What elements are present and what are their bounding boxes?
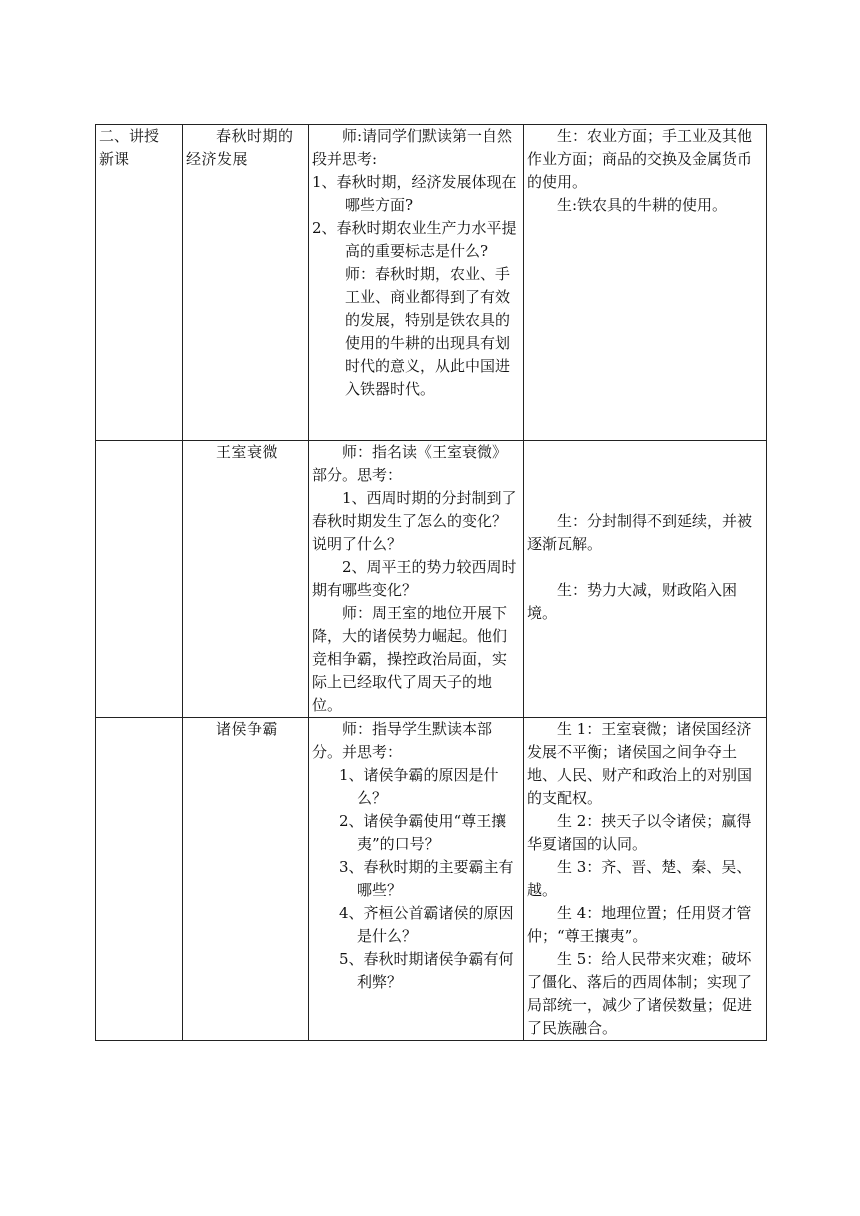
student-answer: 生 2：挟天子以令诸侯；赢得华夏诸国的认同。 — [527, 812, 752, 853]
table-row — [96, 718, 767, 1041]
student-cell — [524, 125, 767, 441]
student-answer: 生：农业方面；手工业及其他作业方面；商品的交换及金属货币的使用。 — [527, 127, 753, 191]
student-answer: 生 5：给人民带来灾难；破坏了僵化、落后的西周体制；实现了局部统一，减少了诸侯数量；促进了民族融合。 — [527, 950, 753, 1037]
student-answer: 生 3：齐、晋、楚、秦、吴、越。 — [527, 858, 752, 899]
topic-label: 王室衰微 — [216, 443, 279, 461]
topic-cell — [183, 441, 309, 718]
teacher-question: 2、诸侯争霸使用“尊王攘夷”的口号？ — [339, 812, 507, 853]
topic-label: 春秋时期的经济发展 — [186, 127, 294, 168]
teacher-intro: 师：指名读《王室衰微》部分。思考： — [312, 443, 508, 484]
teacher-question: 2、周平王的势力较西周时期有哪些变化？ — [312, 558, 517, 599]
teacher-question: 3、春秋时期的主要霸主有哪些？ — [339, 858, 514, 899]
topic-label: 诸侯争霸 — [216, 720, 279, 738]
student-answer: 生:铁农具的牛耕的使用。 — [557, 196, 728, 214]
table-row — [96, 125, 767, 441]
student-answer: 生：势力大减，财政陷入困境。 — [527, 581, 738, 622]
topic-cell — [183, 718, 309, 1041]
teacher-cell — [309, 718, 524, 1041]
teacher-summary: 师：周王室的地位开展下降，大的诸侯势力崛起。他们竞相争霸，操控政治局面，实际上已经取代了周天子的地位。 — [312, 604, 508, 714]
student-cell — [524, 441, 767, 718]
teacher-cell — [309, 125, 524, 441]
stage-cell — [96, 718, 183, 1041]
teacher-summary: 师：春秋时期，农业、手工业、商业都得到了有效的发展，特别是铁农具的使用的牛耕的出现具有划时代的意义，从此中国进入铁器时代。 — [345, 265, 511, 398]
table-row — [96, 441, 767, 718]
teacher-intro: 师:请同学们默读第一自然段并思考: — [312, 127, 513, 168]
teacher-question: 4、齐桓公首霸诸侯的原因是什么？ — [339, 904, 514, 945]
teacher-cell — [309, 441, 524, 718]
student-answer: 生 4：地理位置；任用贤才管仲；“尊王攘夷”。 — [527, 904, 752, 945]
student-answer: 生：分封制得不到延续，并被逐渐瓦解。 — [527, 512, 753, 553]
teacher-question: 2、春秋时期农业生产力水平提高的重要标志是什么? — [312, 219, 517, 260]
topic-cell — [183, 125, 309, 441]
lesson-plan-table — [95, 124, 767, 1041]
teacher-question: 1、西周时期的分封制到了春秋时期发生了怎么的变化？说明了什么？ — [312, 489, 517, 553]
stage-cell — [96, 125, 183, 441]
student-answer: 生 1：王室衰微；诸侯国经济发展不平衡；诸侯国之间争夺土地、人民、财产和政治上的对别国的支配权。 — [527, 720, 753, 807]
stage-label: 二、讲授新课 — [99, 127, 160, 168]
student-cell — [524, 718, 767, 1041]
teacher-question: 1、春秋时期，经济发展体现在哪些方面? — [312, 173, 517, 214]
teacher-question: 1、诸侯争霸的原因是什么？ — [339, 766, 499, 807]
teacher-intro: 师：指导学生默读本部分。并思考： — [312, 720, 493, 761]
stage-cell — [96, 441, 183, 718]
teacher-question: 5、春秋时期诸侯争霸有何利弊？ — [339, 950, 514, 991]
